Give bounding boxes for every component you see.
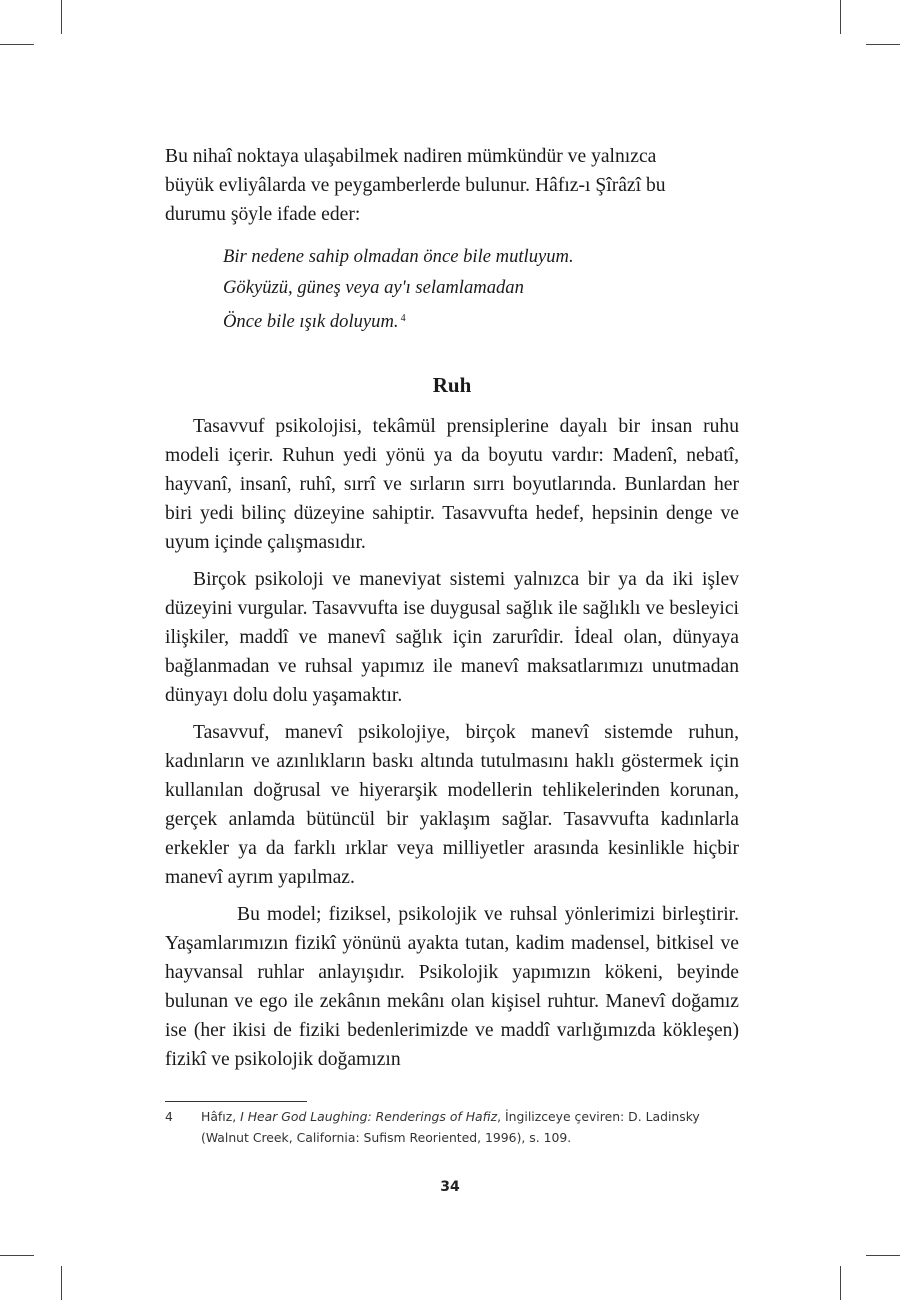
footnote [165, 1106, 745, 1148]
crop-mark [866, 1255, 900, 1256]
section-body [165, 412, 739, 1082]
crop-mark [61, 1266, 62, 1300]
crop-mark [866, 44, 900, 45]
verse-line: Önce bile ışık doluyum. [223, 311, 399, 332]
verse-line-last [223, 303, 574, 337]
footnote-book-title: I Hear God Laughing: Renderings of Hafiz [240, 1109, 498, 1124]
verse-line: Gökyüzü, güneş veya ay'ı selamlamadan [223, 277, 524, 298]
crop-mark [0, 1255, 34, 1256]
body-paragraph: Bu model; fiziksel, psikolojik ve ruhsal yönlerimizi birleştirir. Yaşamlarımızın fizikî yönünü ayakta tutan, kadim madensel, bitkisel ve hayvansal ruhlar anlayışıdır. Psikolojik yapımızın kökeni, beyinde bulunan ve ego ile zekânın mekânı olan kişisel ruhtur. Manevî doğamız ise (her ikisi de fiziki bedenlerimizde ve maddî varlığımızda kökleşen) fizikî ve psikolojik doğamızın [165, 904, 739, 1070]
footnote-reference: 4 [400, 313, 406, 324]
intro-paragraph [165, 142, 739, 229]
body-paragraph: Birçok psikoloji ve maneviyat sistemi yalnızca bir ya da iki işlev düzeyini vurgular. Tasavvufta ise duygusal sağlık ile sağlıklı ve besleyici ilişkiler, maddî ve manevî sağlık için zarurîdir. İdeal olan, dünyaya bağlanmadan ve ruhsal yapımız ile manevî maksatlarımızı unutmadan dünyayı dolu dolu yaşamaktır. [165, 569, 739, 706]
page-number: 34 [440, 1179, 460, 1195]
intro-line: büyük evliyâlarda ve peygamberlerde bulunur. Hâfız-ı Şîrâzî bu [165, 175, 666, 196]
crop-mark [61, 0, 62, 34]
intro-line: durumu şöyle ifade eder: [165, 204, 361, 225]
crop-mark [0, 44, 34, 45]
verse-line: Bir nedene sahip olmadan önce bile mutluyum. [223, 246, 574, 267]
intro-line: Bu nihaî noktaya ulaşabilmek nadiren mümkündür ve yalnızca [165, 146, 657, 167]
body-paragraph: Tasavvuf psikolojisi, tekâmül prensiplerine dayalı bir insan ruhu modeli içerir. Ruhun yedi yönü ya da boyutu vardır: Madenî, nebatî, hayvanî, insanî, ruhî, sırrî ve sırların sırrı boyutlarında. Bunlardan her biri yedi bilinç düzeyine sahiptir. Tasavvufta hedef, hepsinin denge ve uyum içinde çalışmasıdır. [165, 416, 739, 553]
section-heading: Ruh [432, 373, 472, 397]
crop-mark [840, 0, 841, 34]
verse-quote [223, 241, 574, 337]
footnote-details: , İngilizceye çeviren: D. Ladinsky (Walnut Creek, California: Sufism Reoriented, 1996), s. 109. [201, 1109, 700, 1145]
footnote-text [201, 1106, 745, 1148]
footnote-author: Hâfız, [201, 1109, 241, 1124]
body-paragraph: Tasavvuf, manevî psikolojiye, birçok manevî sistemde ruhun, kadınların ve azınlıkların baskı altında tutulmasını haklı göstermek için kullanılan doğrusal ve hiyerarşik modellerin tehlikelerinden korunan, gerçek anlamda bütüncül bir yaklaşım sağlar. Tasavvufta kadınlarla erkekler ya da farklı ırklar veya milliyetler arasında kesinlikle hiçbir manevî ayrım yapılmaz. [165, 722, 739, 888]
footnote-number: 4 [165, 1109, 173, 1124]
crop-mark [840, 1266, 841, 1300]
footnote-divider [165, 1101, 307, 1102]
